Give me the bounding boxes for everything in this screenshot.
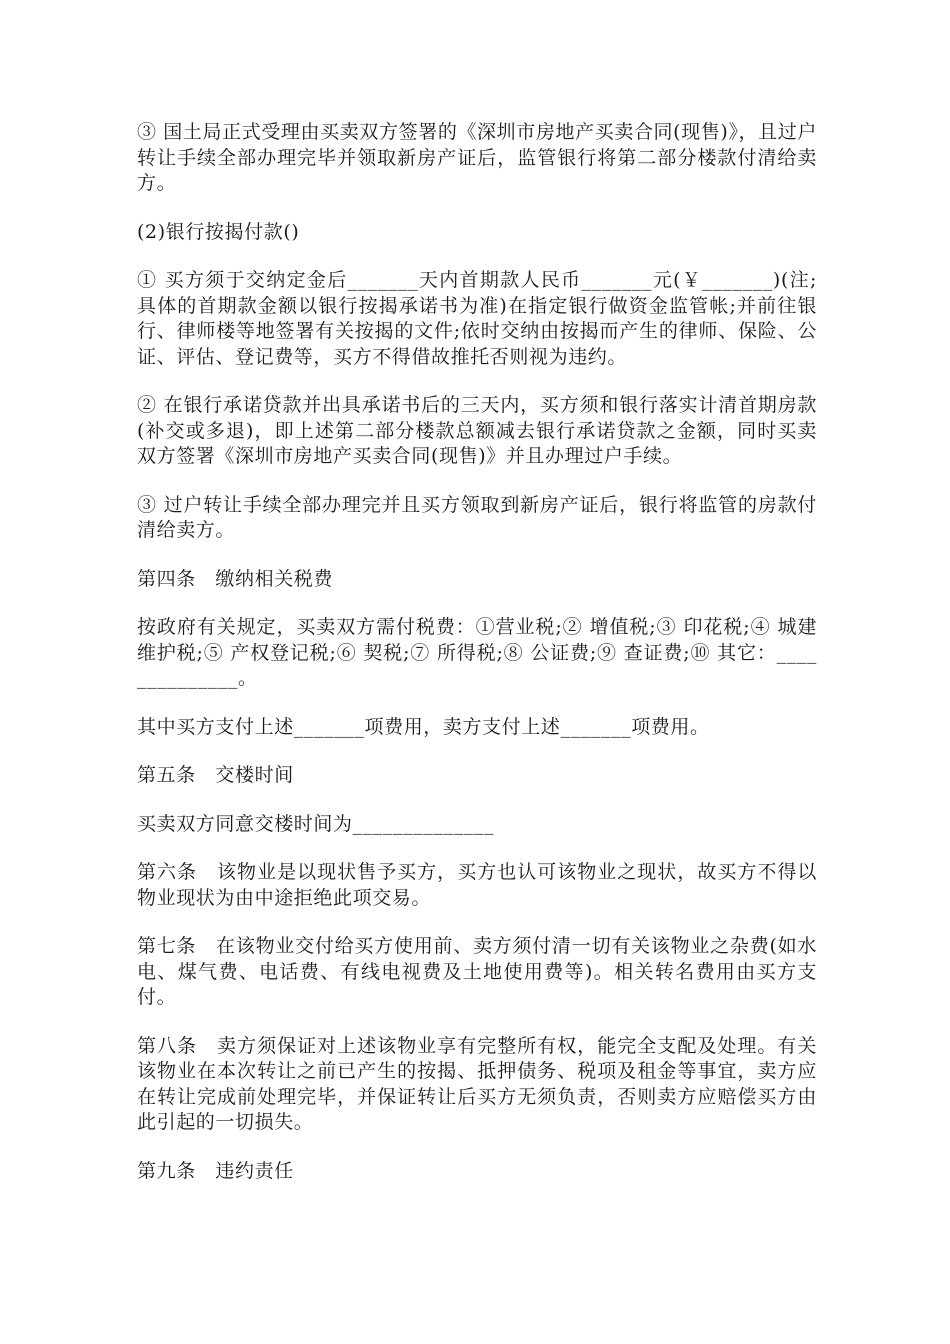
section-mortgage-payment-heading: (2)银行按揭付款() bbox=[137, 220, 300, 243]
clause-3-bank-supervision-release: ③ 国土局正式受理由买卖双方签署的《深圳市房地产买卖合同(现售)》，且过户转让手续全部办理完毕并领取新房产证后，监管银行将第二部分楼款付清给卖方。 bbox=[137, 121, 817, 194]
article-9-heading: 第九条 违约责任 bbox=[137, 1159, 294, 1182]
mortgage-clause-3-release-to-seller: ③ 过户转让手续全部办理完并且买方领取到新房产证后，银行将监管的房款付清给卖方。 bbox=[137, 493, 817, 541]
mortgage-clause-1-down-payment: ① 买方须于交纳定金后_______天内首期款人民币_______元(￥_______)(注;具体的首期款金额以银行按揭承诺书为准)在指定银行做资金监管帐;并前往银行、律师楼等地签署有关按揭的文件;依时交纳由按揭而产生的律师、保险、公证、评估、登记费等，买方不得借故推托否则视为违约。 bbox=[137, 269, 817, 368]
article-4-tax-list: 按政府有关规定，买卖双方需付税费：①营业税;② 增值税;③ 印花税;④ 城建维护税;⑤ 产权登记税;⑥ 契税;⑦ 所得税;⑧ 公证费;⑨ 查证费;⑩ 其它：______________。 bbox=[137, 616, 817, 689]
document-body bbox=[137, 120, 817, 1184]
article-7-miscellaneous-fees: 第七条 在该物业交付给买方使用前、卖方须付清一切有关该物业之杂费(如水电、煤气费、电话费、有线电视费及土地使用费等)。相关转名费用由买方支付。 bbox=[137, 935, 817, 1008]
article-5-handover-date: 买卖双方同意交楼时间为______________ bbox=[137, 812, 495, 835]
article-4-fee-split: 其中买方支付上述_______项费用，卖方支付上述_______项费用。 bbox=[137, 715, 710, 738]
article-5-heading: 第五条 交楼时间 bbox=[137, 764, 294, 786]
article-8-ownership-guarantee: 第八条 卖方须保证对上述该物业享有完整所有权，能完全支配及处理。有关该物业在本次转让之前已产生的按揭、抵押债务、税项及租金等事宜，卖方应在转让完成前处理完毕，并保证转让后买方无须负责，否则卖方应赔偿买方由此引起的一切损失。 bbox=[137, 1034, 817, 1133]
mortgage-clause-2-settle-first-payment: ② 在银行承诺贷款并出具承诺书后的三天内，买方须和银行落实计清首期房款(补交或多退)，即上述第二部分楼款总额减去银行承诺贷款之金额，同时买卖双方签署《深圳市房地产买卖合同(现售)》并且办理过户手续。 bbox=[137, 394, 817, 467]
article-6-as-is: 第六条 该物业是以现状售予买方，买方也认可该物业之现状，故买方不得以物业现状为由中途拒绝此项交易。 bbox=[137, 861, 817, 909]
article-4-heading: 第四条 缴纳相关税费 bbox=[137, 567, 334, 590]
